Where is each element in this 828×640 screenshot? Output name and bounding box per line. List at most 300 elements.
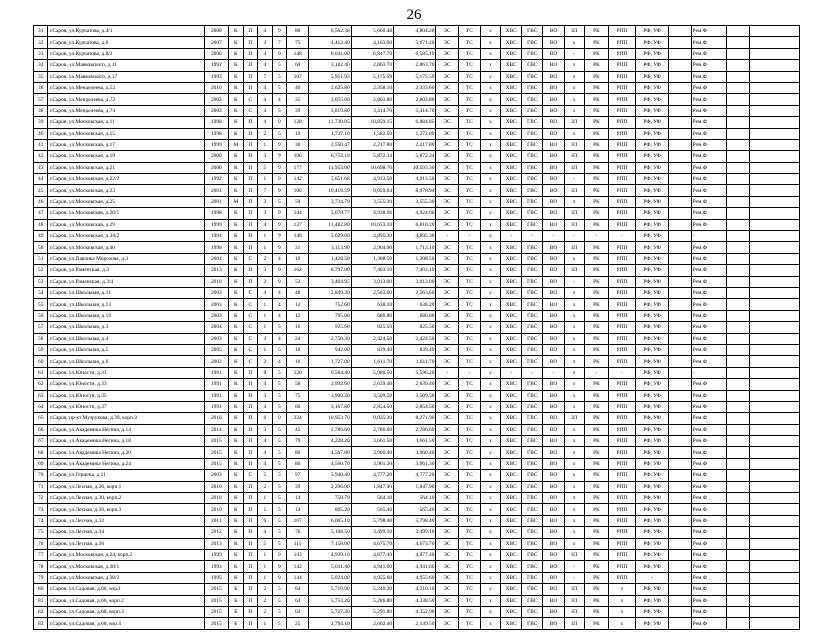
table-cell: ЗЛ — [564, 26, 584, 37]
table-cell: С — [243, 253, 257, 264]
table-cell: РК — [584, 276, 609, 287]
table-cell: 128 — [287, 117, 309, 128]
table-cell — [669, 117, 691, 128]
table-cell: К — [229, 515, 243, 526]
table-cell: П — [243, 561, 257, 572]
table-cell: ЭС — [436, 561, 458, 572]
table-cell: 1991 — [204, 379, 229, 390]
table-cell: х — [481, 208, 501, 219]
table-cell: Рем.Ф — [691, 606, 727, 617]
table-cell: ТС — [458, 606, 480, 617]
table-cell: К — [229, 436, 243, 447]
table-row — [34, 470, 800, 481]
table-row — [34, 572, 800, 583]
table-cell: 2015 — [204, 595, 229, 606]
table-cell: 9 — [272, 174, 286, 185]
table-cell: 9 — [272, 48, 286, 59]
table-cell: 80 — [34, 584, 48, 595]
table-cell: х — [564, 515, 584, 526]
table-cell: К — [229, 26, 243, 37]
table-cell: х — [481, 424, 501, 435]
table-cell: 1,727.00 — [309, 356, 351, 367]
table-cell: 76 — [34, 538, 48, 549]
table-cell: ТС — [458, 584, 480, 595]
table-cell: х — [564, 253, 584, 264]
table-cell: - — [691, 231, 727, 242]
table-cell: - — [691, 367, 727, 378]
table-cell: 57 — [34, 322, 48, 333]
table-cell: К — [229, 561, 243, 572]
table-cell: ХВС — [501, 504, 522, 515]
table-cell — [727, 504, 749, 515]
table-cell: РК — [584, 515, 609, 526]
table-cell: ГВС — [522, 527, 543, 538]
table-cell: РПП — [609, 481, 636, 492]
table-cell: г.Саров, ул.Московская, д.26/1 — [48, 208, 204, 219]
table-cell: П — [243, 208, 257, 219]
table-cell: 79 — [34, 572, 48, 583]
table-cell: 5 — [272, 527, 286, 538]
table-cell — [669, 447, 691, 458]
table-cell — [727, 618, 749, 629]
table-cell: 97 — [287, 470, 309, 481]
table-cell: х — [564, 538, 584, 549]
table-cell: К — [229, 333, 243, 344]
table-cell: 9,059.64 — [351, 185, 393, 196]
table-cell: РК — [584, 356, 609, 367]
table-cell: 1,737.10 — [309, 128, 351, 139]
table-cell: 3 — [258, 151, 272, 162]
table-cell: Рем.Ф — [691, 618, 727, 629]
table-cell: 565.40 — [394, 504, 436, 515]
table-cell: 59 — [287, 196, 309, 207]
table-cell — [669, 208, 691, 219]
table-row — [34, 231, 800, 242]
table-cell — [727, 242, 749, 253]
table-cell: 3,499.10 — [351, 527, 393, 538]
table-cell: 12 — [287, 310, 309, 321]
table-cell: ТС — [458, 26, 480, 37]
table-cell: РК — [584, 185, 609, 196]
table-cell: 2010 — [204, 481, 229, 492]
table-cell: 3,961.30 — [351, 458, 393, 469]
table-cell: 10,418.59 — [309, 185, 351, 196]
table-cell: 2,863.70 — [351, 60, 393, 71]
table-cell — [749, 595, 799, 606]
table-cell: 4,895.30 — [351, 231, 393, 242]
table-cell: ЭС — [436, 379, 458, 390]
table-cell — [749, 82, 799, 93]
table-cell: РК — [584, 549, 609, 560]
table-cell: г.Саров, ул.Менделеева, д.74 — [48, 105, 204, 116]
table-cell: 4,412.40 — [309, 37, 351, 48]
table-cell: 4 — [272, 356, 286, 367]
table-cell: 2010 — [204, 504, 229, 515]
table-cell: 3 — [258, 390, 272, 401]
table-cell: ВО — [543, 379, 564, 390]
table-cell: РК — [584, 310, 609, 321]
table-cell: 8,797.80 — [309, 265, 351, 276]
table-cell: 2008 — [204, 48, 229, 59]
table-cell: х — [481, 538, 501, 549]
table-cell: 5,798.40 — [351, 515, 393, 526]
table-cell: 33 — [34, 48, 48, 59]
table-cell: х — [481, 561, 501, 572]
table-cell: 680.80 — [351, 310, 393, 321]
table-cell: К — [229, 208, 243, 219]
table-cell: ВО — [543, 82, 564, 93]
table-cell: 32 — [34, 37, 48, 48]
table-row — [34, 379, 800, 390]
table-cell — [727, 196, 749, 207]
table-cell — [749, 356, 799, 367]
table-cell: ГВС — [522, 219, 543, 230]
table-cell: П — [243, 504, 257, 515]
table-cell: Б — [229, 606, 243, 617]
table-cell: ГВС — [522, 458, 543, 469]
table-cell: х — [481, 606, 501, 617]
table-cell: х — [481, 231, 501, 242]
table-cell: г.Саров, ул.Лесная, д.30, корп.2 — [48, 493, 204, 504]
table-cell: Рем.Ф — [691, 174, 727, 185]
table-cell — [749, 458, 799, 469]
table-cell: РФ, УФ — [635, 458, 668, 469]
table-cell: г.Саров, ул.Лесная, д.30, корп.3 — [48, 504, 204, 515]
table-cell: г.Саров, ул.Московская, д.23 — [48, 185, 204, 196]
table-cell: Рем.Ф — [691, 253, 727, 264]
table-cell: ВО — [543, 94, 564, 105]
table-row — [34, 538, 800, 549]
table-cell: 8,978.94 — [394, 185, 436, 196]
table-cell: 3,013.00 — [351, 276, 393, 287]
table-cell: П — [243, 595, 257, 606]
table-cell: 5,108.50 — [309, 527, 351, 538]
table-cell — [727, 572, 749, 583]
table-cell: 73 — [34, 504, 48, 515]
table-cell — [669, 515, 691, 526]
table-cell — [669, 618, 691, 629]
table-cell: 1 — [258, 549, 272, 560]
table-cell: П — [243, 196, 257, 207]
table-cell: 48 — [34, 219, 48, 230]
table-cell: ВО — [543, 287, 564, 298]
table-cell: РПП — [609, 333, 636, 344]
table-cell: х — [481, 253, 501, 264]
table-cell: 1,308.50 — [351, 253, 393, 264]
table-cell: ТС — [458, 356, 480, 367]
table-cell: 162 — [287, 265, 309, 276]
table-cell: 5,011.40 — [309, 561, 351, 572]
table-cell: ГВС — [522, 549, 543, 560]
table-cell: 2012 — [204, 527, 229, 538]
table-cell: 5,024.00 — [309, 572, 351, 583]
table-cell — [727, 276, 749, 287]
table-cell: ГВС — [522, 299, 543, 310]
table-cell: ГВС — [522, 276, 543, 287]
table-cell: РК — [584, 151, 609, 162]
table-cell: 80 — [287, 447, 309, 458]
table-cell: 2,932.60 — [309, 379, 351, 390]
table-cell: 4,567.80 — [309, 447, 351, 458]
table-cell: ТС — [458, 470, 480, 481]
table-cell: П — [243, 265, 257, 276]
table-cell: 2 — [258, 606, 272, 617]
table-cell — [727, 470, 749, 481]
table-cell: 2,786.60 — [309, 424, 351, 435]
table-cell: 78 — [34, 561, 48, 572]
table-cell: К — [229, 128, 243, 139]
table-cell: 4,163.00 — [351, 37, 393, 48]
table-cell: 60 — [287, 60, 309, 71]
table-cell: С — [243, 333, 257, 344]
table-cell: П — [243, 618, 257, 629]
table-cell: ВО — [543, 26, 564, 37]
table-cell: 24 — [287, 333, 309, 344]
table-cell: ЭС — [436, 470, 458, 481]
table-row — [34, 117, 800, 128]
table-cell: г.Саров, ул.Павлика Морозова, д.3 — [48, 253, 204, 264]
table-cell: ХВС — [501, 413, 522, 424]
table-cell: 51 — [34, 253, 48, 264]
table-row — [34, 436, 800, 447]
table-cell: РПП — [609, 561, 636, 572]
table-cell — [727, 344, 749, 355]
table-cell: ЭС — [436, 299, 458, 310]
table-cell: РК — [584, 379, 609, 390]
table-cell: г.Саров, ул.Академика Негина, д.14 — [48, 424, 204, 435]
table-cell: К — [229, 356, 243, 367]
table-cell: К — [229, 253, 243, 264]
table-cell: РК — [584, 436, 609, 447]
table-cell — [669, 538, 691, 549]
table-cell: 1 — [258, 618, 272, 629]
table-cell: 1,582.50 — [351, 128, 393, 139]
table-row — [34, 60, 800, 71]
table-cell: 2007 — [204, 37, 229, 48]
table-cell: ГВС — [522, 310, 543, 321]
table-cell: ЭС — [436, 242, 458, 253]
table-cell: 2,803.80 — [394, 94, 436, 105]
table-cell — [749, 447, 799, 458]
table-cell: П — [243, 379, 257, 390]
table-cell: 64 — [34, 401, 48, 412]
table-cell: 39 — [287, 481, 309, 492]
table-cell: П — [243, 48, 257, 59]
table-cell: 5,175.59 — [394, 71, 436, 82]
table-cell: ВО — [543, 265, 564, 276]
table-cell: РК — [584, 424, 609, 435]
table-cell: 3,055.60 — [309, 94, 351, 105]
table-cell: 52 — [34, 265, 48, 276]
table-cell: 564.10 — [394, 493, 436, 504]
table-cell: ТС — [458, 413, 480, 424]
table-cell: 4 — [272, 287, 286, 298]
table-cell: ВО — [543, 447, 564, 458]
table-cell: 14 — [287, 504, 309, 515]
page-number: 26 — [406, 7, 422, 23]
table-cell: 1 — [258, 572, 272, 583]
table-cell: 12 — [287, 299, 309, 310]
table-cell — [669, 310, 691, 321]
table-cell — [669, 436, 691, 447]
table-cell: РК — [584, 481, 609, 492]
table-cell: 50 — [34, 242, 48, 253]
table-cell: РФ, УФ — [635, 424, 668, 435]
table-cell — [727, 595, 749, 606]
table-cell: ЭС — [436, 117, 458, 128]
table-cell: РПП — [609, 379, 636, 390]
table-cell: РПП — [609, 572, 636, 583]
table-cell — [669, 265, 691, 276]
table-cell — [749, 299, 799, 310]
table-cell: ХВС — [501, 253, 522, 264]
table-cell: ТС — [458, 538, 480, 549]
table-cell: ХВС — [501, 299, 522, 310]
table-cell — [749, 71, 799, 82]
table-cell — [669, 26, 691, 37]
table-cell: РПП — [609, 196, 636, 207]
table-row — [34, 447, 800, 458]
table-row — [34, 401, 800, 412]
table-cell: х — [564, 493, 584, 504]
table-cell — [749, 527, 799, 538]
table-cell: К — [229, 94, 243, 105]
table-cell: 4,955.60 — [351, 572, 393, 583]
table-cell: ХВС — [501, 208, 522, 219]
table-cell: 1 — [258, 242, 272, 253]
table-cell — [749, 117, 799, 128]
table-cell: ХВС — [501, 105, 522, 116]
table-cell: ГВС — [522, 618, 543, 629]
table-cell: 56 — [34, 310, 48, 321]
table-cell: Рем.Ф — [691, 356, 727, 367]
table-cell: х — [481, 527, 501, 538]
table-cell — [749, 60, 799, 71]
table-cell: ЭС — [436, 253, 458, 264]
table-row — [34, 299, 800, 310]
table-cell: ЭС — [436, 606, 458, 617]
table-cell: г.Саров, ул.Раменская, д.3/4 — [48, 276, 204, 287]
table-cell — [669, 333, 691, 344]
table-cell: ГВС — [522, 322, 543, 333]
table-cell — [749, 333, 799, 344]
table-row — [34, 208, 800, 219]
table-cell: ТС — [458, 253, 480, 264]
table-cell: 9 — [272, 151, 286, 162]
table-row — [34, 276, 800, 287]
table-cell: ВО — [543, 538, 564, 549]
table-cell: 2005 — [204, 344, 229, 355]
table-cell: РК — [584, 174, 609, 185]
table-cell: ТС — [458, 561, 480, 572]
table-cell: 2003 — [204, 333, 229, 344]
table-cell: ЗЛ — [564, 117, 584, 128]
table-cell: - — [501, 367, 522, 378]
table-cell: х — [481, 401, 501, 412]
table-cell: 177 — [287, 162, 309, 173]
table-cell: Рем.Ф — [691, 37, 727, 48]
table-cell: 148 — [287, 48, 309, 59]
table-cell: 41 — [34, 139, 48, 150]
table-cell: К — [229, 493, 243, 504]
table-cell: г.Саров, ул.Маяковского, д.11 — [48, 60, 204, 71]
table-cell: РФ, УФ — [635, 367, 668, 378]
table-cell: х — [481, 242, 501, 253]
table-cell: Рем.Ф — [691, 117, 727, 128]
table-cell: г.Саров, ул.Лесная, д.36 — [48, 538, 204, 549]
table-cell: 72 — [34, 493, 48, 504]
table-cell: ЭС — [436, 94, 458, 105]
table-cell: 54 — [34, 287, 48, 298]
table-cell — [727, 174, 749, 185]
table-row — [34, 344, 800, 355]
table-row — [34, 82, 800, 93]
table-cell: ГВС — [522, 504, 543, 515]
table-cell — [749, 379, 799, 390]
table-cell: РПП — [609, 242, 636, 253]
table-cell: 3,509.50 — [351, 390, 393, 401]
table-cell: 5 — [272, 447, 286, 458]
table-cell: 5 — [258, 162, 272, 173]
table-cell — [727, 447, 749, 458]
table-row — [34, 105, 800, 116]
table-cell: ТС — [458, 48, 480, 59]
table-cell: ГВС — [522, 390, 543, 401]
table-cell: 36 — [287, 139, 309, 150]
table-cell: РФ, УФ — [635, 401, 668, 412]
table-cell: ТС — [458, 436, 480, 447]
table-cell — [727, 151, 749, 162]
table-cell: 2,786.60 — [351, 424, 393, 435]
table-cell: К — [229, 458, 243, 469]
table-cell: 2013 — [204, 265, 229, 276]
table-cell: ХВС — [501, 401, 522, 412]
table-cell: РК — [584, 561, 609, 572]
table-cell: х — [564, 196, 584, 207]
table-cell: РК — [584, 344, 609, 355]
table-cell — [727, 356, 749, 367]
table-cell — [669, 162, 691, 173]
table-cell: 1991 — [204, 367, 229, 378]
table-cell: г.Саров, ул.Школьная, д.5 — [48, 344, 204, 355]
table-cell: 2015 — [204, 447, 229, 458]
table-cell: 2004 — [204, 253, 229, 264]
table-cell: Б — [229, 595, 243, 606]
table-cell: К — [229, 48, 243, 59]
table-cell: 9 — [272, 561, 286, 572]
table-cell: ВО — [543, 458, 564, 469]
table-cell: 925.60 — [309, 322, 351, 333]
table-cell: г.Саров, ул.Академика Негина, д.20 — [48, 447, 204, 458]
table-cell: РПП — [609, 299, 636, 310]
table-cell: х — [481, 618, 501, 629]
table-cell: 5,291.80 — [351, 606, 393, 617]
table-cell: ТС — [458, 515, 480, 526]
table-cell — [749, 231, 799, 242]
table-cell: х — [481, 458, 501, 469]
table-cell — [727, 37, 749, 48]
table-cell: г.Саров, ул.Герцена, д.11 — [48, 470, 204, 481]
table-cell — [669, 458, 691, 469]
table-cell: Рем.Ф — [691, 299, 727, 310]
table-cell: г.Саров, ул.Садовая, д.68, кор.4 — [48, 618, 204, 629]
table-cell: РПП — [609, 174, 636, 185]
table-cell: 5,651.68 — [309, 174, 351, 185]
table-cell: ХВС — [501, 344, 522, 355]
table-cell: ГВС — [522, 151, 543, 162]
table-cell: х — [481, 493, 501, 504]
table-cell: 1998 — [204, 117, 229, 128]
